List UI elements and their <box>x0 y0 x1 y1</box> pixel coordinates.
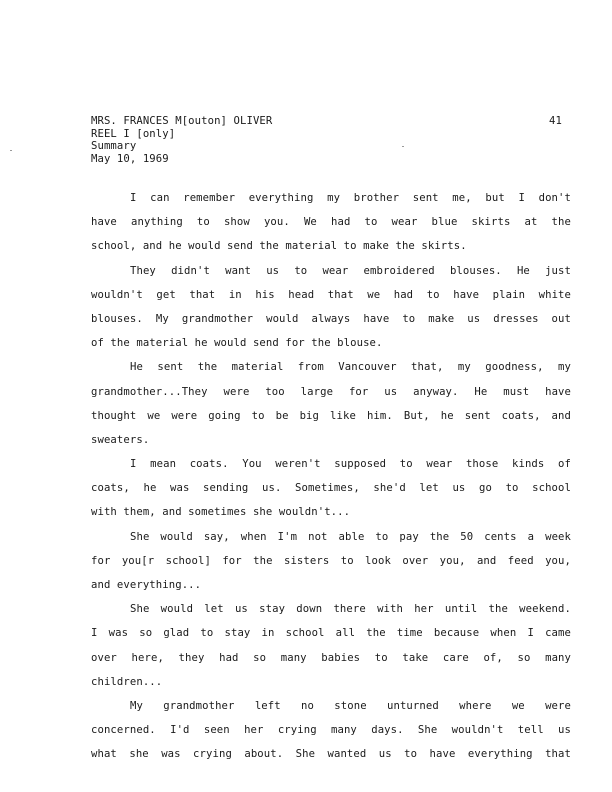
text-line: sweaters. <box>91 433 150 446</box>
text-line: for you[r school] for the sisters to look over you, and feed you, <box>91 554 571 567</box>
text-line: thought we were going to be big like him. But, he sent coats, and <box>91 409 571 422</box>
text-line: They didn't want us to wear embroidered blouses. He just <box>130 264 571 277</box>
text-line: and everything... <box>91 579 202 591</box>
interviewee-name: MRS. FRANCES M[outon] OLIVER <box>91 115 273 127</box>
text-line: have anything to show you. We had to wear blue skirts at the <box>91 216 571 229</box>
reel-label: REEL I [only] <box>91 127 176 140</box>
text-line: She would let us stay down there with her until the weekend. <box>130 603 571 616</box>
document-header <box>91 115 272 165</box>
scan-speck <box>402 146 404 147</box>
text-line: coats, he was sending us. Sometimes, she'd let us go to school <box>91 482 571 495</box>
scan-speck <box>10 150 12 151</box>
text-line: wouldn't get that in his head that we had to have plain white <box>91 288 571 301</box>
text-line: school, and he would send the material to make the skirts. <box>91 240 467 253</box>
text-line: grandmother...They were too large for us anyway. He must have <box>91 385 571 398</box>
text-line: blouses. My grandmother would always have to make us dresses out <box>91 312 571 325</box>
text-line: children... <box>91 675 163 688</box>
text-line: concerned. I'd seen her crying many days. She wouldn't tell us <box>91 724 571 737</box>
text-line: what she was crying about. She wanted us to have everything that <box>91 748 571 761</box>
text-line: over here, they had so many babies to take care of, so many <box>91 651 571 664</box>
transcript-body <box>91 186 571 767</box>
text-line: I was so glad to stay in school all the time because when I came <box>91 627 571 640</box>
text-line: with them, and sometimes she wouldn't... <box>91 506 351 519</box>
document-type: Summary <box>91 140 137 152</box>
text-line: He sent the material from Vancouver that, my goodness, my <box>130 361 571 374</box>
page-number: 41 <box>549 115 562 127</box>
text-line: I can remember everything my brother sent me, but I don't <box>130 192 571 204</box>
interview-date: May 10, 1969 <box>91 152 169 165</box>
text-line: of the material he would send for the blouse. <box>91 337 383 350</box>
text-line: I mean coats. You weren't supposed to wear those kinds of <box>130 458 571 471</box>
text-line: My grandmother left no stone unturned where we were <box>130 699 571 712</box>
text-line: She would say, when I'm not able to pay the 50 cents a week <box>130 530 571 543</box>
